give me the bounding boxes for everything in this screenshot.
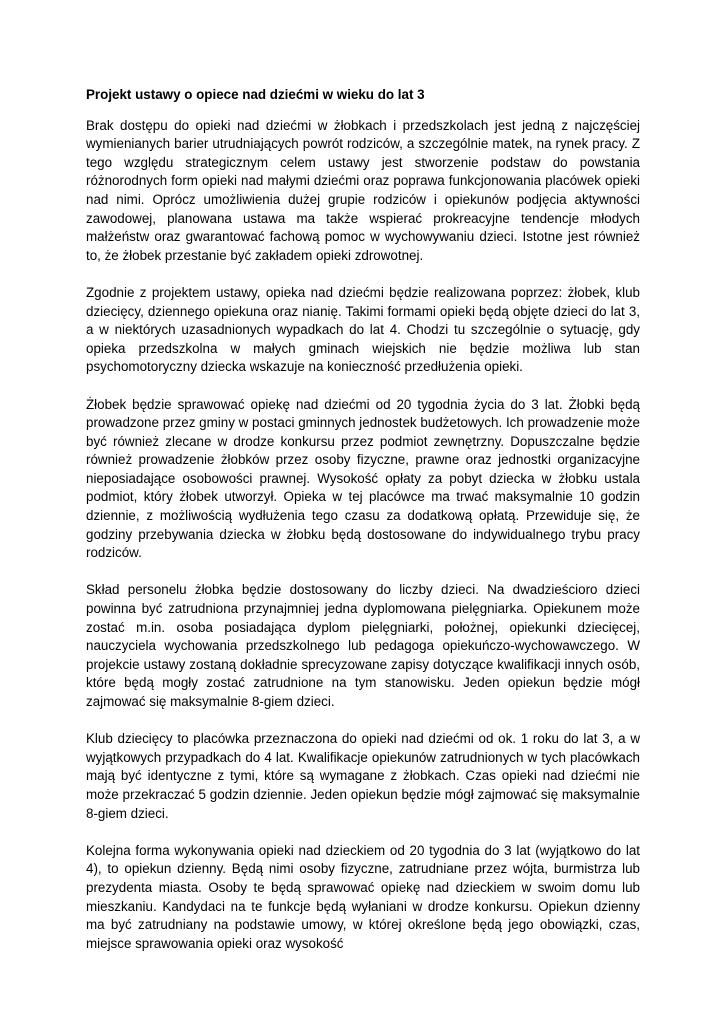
paragraph-nursery-staff: Skład personelu żłobka będzie dostosowany do liczby dzieci. Na dwadzieścioro dzieci powinna być zatrudniona przynajmniej jedna dyplomowana pielęgniarka. Opiekunem może zostać m.in. osoba posiadająca dyplom pielęgniarki, położnej, opiekunki dziecięcej, nauczyciela wychowania przedszkolnego lub pedagoga opiekuńczo-wychowawczego. W projekcie ustawy zostaną dokładnie sprecyzowane zapisy dotyczące kwalifikacji innych osób, które będą mogły zostać zatrudnione na tym stanowisku. Jeden opiekun będzie mógł zajmować się maksymalnie 8-giem dzieci. [86, 582, 640, 709]
paragraph-access-to-care: Brak dostępu do opieki nad dziećmi w żłobkach i przedszkolach jest jedną z najczęściej wymienianych barier utrudniających powrót rodziców, a szczególnie matek, na rynek pracy. Z tego względu strategicznym celem ustawy jest stworzenie podstaw do powstania różnorodnych form opieki nad małymi dziećmi oraz poprawa funkcjonowania placówek opieki nad nimi. Oprócz umożliwienia dużej grupie rodziców i opiekunów podjęcia aktywności zawodowej, planowana ustawa ma także wspierać prokreacyjne tendencje młodych małżeństw oraz gwarantować fachową pomoc w wychowywaniu dzieci. Istotne jest również to, że żłobek przestanie być zakładem opieki zdrowotnej. [86, 117, 640, 263]
paragraph-forms-of-care: Zgodnie z projektem ustawy, opieka nad dziećmi będzie realizowana poprzez: żłobek, klub dziecięcy, dziennego opiekuna oraz nianię. Takimi formami opieki będą objęte dzieci do lat 3, a w niektórych uzasadnionych wypadkach do lat 4. Chodzi tu szczególnie o sytuację, gdy opieka przedszkolna w małych gminach wiejskich nie będzie możliwa lub stan psychomotoryczny dziecka wskazuje na konieczność przedłużenia opieki. [86, 284, 640, 375]
paragraph-nursery: Żłobek będzie sprawować opiekę nad dziećmi od 20 tygodnia życia do 3 lat. Żłobki będą prowadzone przez gminy w postaci gminnych jednostek budżetowych. Ich prowadzenie może być również zlecane w drodze konkursu przez podmiot zewnętrzny. Dopuszczalne będzie również prowadzenie żłobków przez osoby fizyczne, prawne oraz jednostki organizacyjne nieposiadające osobowości prawnej. Wysokość opłaty za pobyt dziecka w żłobku ustala podmiot, który żłobek utworzył. Opieka w tej placówce ma trwać maksymalnie 10 godzin dziennie, z możliwością wydłużenia tego czasu za dodatkową opłatą. Przewiduje się, że godziny przebywania dziecka w żłobku będą dostosowane do indywidualnego trybu pracy rodziców. [86, 396, 640, 561]
paragraph-childrens-club: Klub dziecięcy to placówka przeznaczona do opieki nad dziećmi od ok. 1 roku do lat 3, a w wyjątkowych przypadkach do 4 lat. Kwalifikacje opiekunów zatrudnionych w tych placówkach mają być identyczne z tymi, które są wymagane z żłobkach. Czas opieki nad dziećmi nie może przekraczać 5 godzin dziennie. Jeden opiekun będzie mógł zajmować się maksymalnie 8-giem dzieci. [86, 731, 640, 821]
paragraph-day-caregiver: Kolejna forma wykonywania opieki nad dzieckiem od 20 tygodnia do 3 lat (wyjątkowo do lat 4), to opiekun dzienny. Będą nimi osoby fizyczne, zatrudniane przez wójta, burmistrza lub prezydenta miasta. Osoby te będą sprawować opiekę nad dzieckiem w swoim domu lub mieszkaniu. Kandydaci na te funkcje będą wyłaniani w drodze konkursu. Opiekun dzienny ma być zatrudniany na podstawie umowy, w której określone będą jego obowiązki, czas, miejsce sprawowania opieki oraz wysokość [86, 842, 640, 951]
document-title: Projekt ustawy o opiece nad dziećmi w wieku do lat 3 [86, 87, 425, 102]
document-body [86, 86, 640, 972]
